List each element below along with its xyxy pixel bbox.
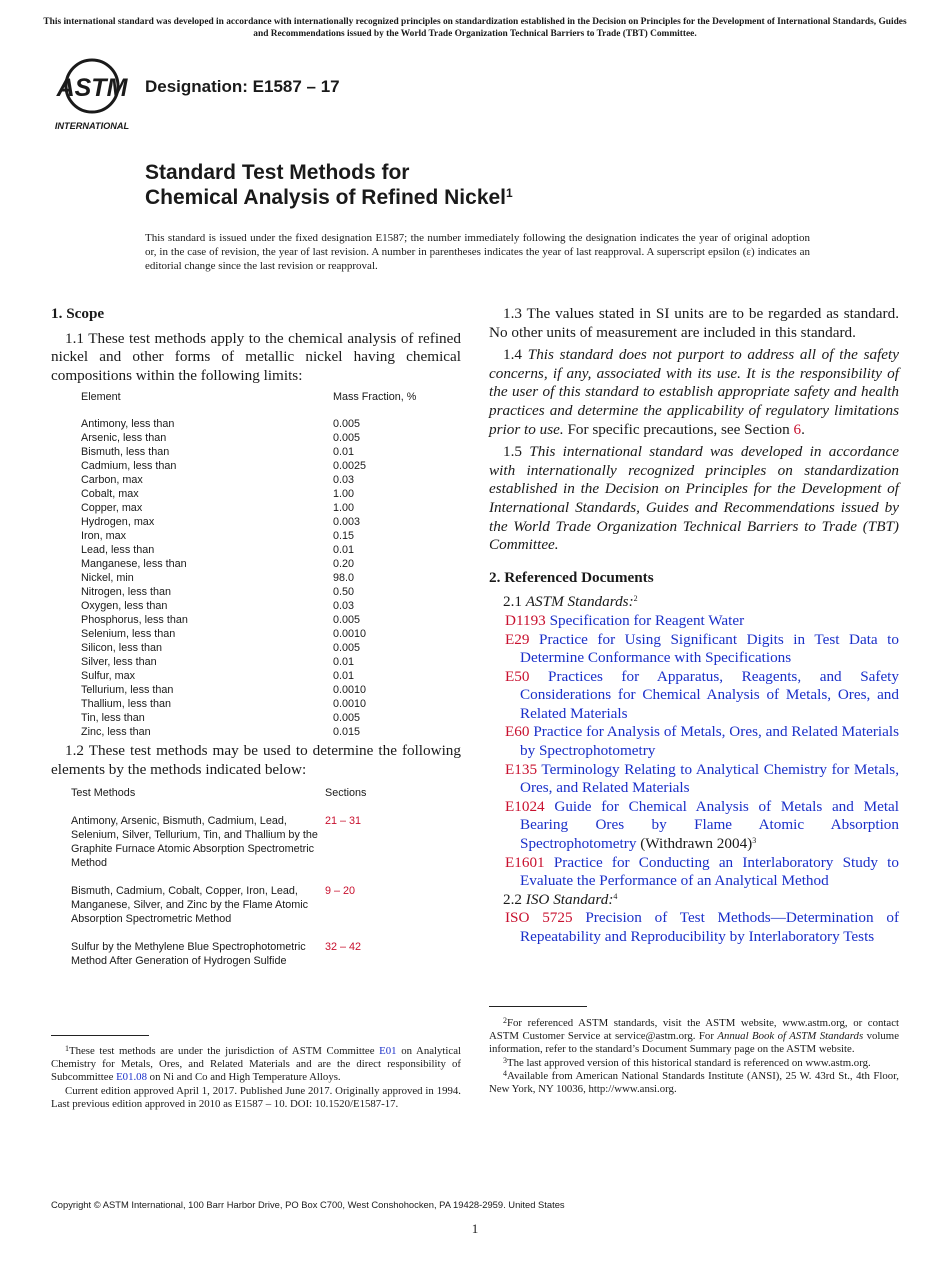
- methods-table: [71, 786, 461, 968]
- ref-e50[interactable]: E50 Practices for Apparatus, Reagents, and Safety Considerations for Chemical Analysis of Metals, Ores, and Related Materials: [505, 667, 899, 722]
- para-1-4: 1.4 This standard does not purport to address all of the safety concerns, if any, associated with its use. It is the responsibility of the user of this standard to establish appropriate safety and health practices and determine the applicability of regulatory limitations prior to use. For specific precautions, see Section 6.: [489, 346, 899, 438]
- astm-standards-subheading: 2.1 ASTM Standards:$^2$: [503, 593, 638, 611]
- footnote-1-edition: Current edition approved April 1, 2017. Published June 2017. Originally approved in 1994. Last previous edition approved in 2010 as E1587 – 10. DOI: 10.1520/E1587-17.: [51, 1084, 461, 1110]
- mass-fraction-value: 0.03: [333, 474, 355, 487]
- mass-fraction-value: 0.005: [333, 712, 361, 725]
- ref-e1601[interactable]: E1601 Practice for Conducting an Interlaboratory Study to Evaluate the Performance of an Analytical Method: [505, 853, 899, 890]
- element-name: Nickel, min: [81, 572, 134, 585]
- test-method: Sulfur by the Methylene Blue Spectrophotometric Method After Generation of Hydrogen Sulfide: [71, 940, 306, 967]
- ref-e135[interactable]: E135 Terminology Relating to Analytical Chemistry for Metals, Ores, and Related Materials: [505, 760, 899, 797]
- table-row: [81, 655, 461, 669]
- element-name: Tellurium, less than: [81, 684, 174, 697]
- mass-fraction-value: 1.00: [333, 502, 355, 515]
- footnote-rule-left: [51, 1035, 149, 1036]
- page-title: [145, 160, 513, 210]
- element-name: Bismuth, less than: [81, 446, 170, 459]
- para-1-1: 1.1 These test methods apply to the chemical analysis of refined nickel and other forms of metallic nickel having chemical compositions within the following limits:: [51, 329, 461, 384]
- table-row: [81, 515, 461, 529]
- element-name: Manganese, less than: [81, 558, 187, 571]
- table-row: [81, 711, 461, 725]
- ref-e1024[interactable]: E1024 Guide for Chemical Analysis of Metals and Metal Bearing Ores by Flame Atomic Absorption Spectrophotometry (Withdrawn 2004)$^3$: [505, 797, 900, 853]
- committee-e01-link[interactable]: E01: [379, 1045, 397, 1057]
- table-row: [81, 459, 461, 473]
- test-method: Antimony, Arsenic, Bismuth, Cadmium, Lead, Selenium, Silver, Tellurium, Tin, and Thallium by the Graphite Furnace Atomic Absorption Spectrometric Method: [71, 814, 318, 869]
- element-name: Thallium, less than: [81, 698, 172, 711]
- para-1-5: 1.5 This international standard was developed in accordance with internationally recognized principles on standardization established in the Decision on Principles for the Development of International Standards, Guides and Recommendations issued by the World Trade Organization Technical Barriers to Trade (TBT) Committee.: [489, 443, 900, 554]
- mass-fraction-value: 0.015: [333, 726, 361, 739]
- mass-fraction-value: 0.005: [333, 432, 361, 445]
- element-name: Oxygen, less than: [81, 600, 168, 613]
- ref-e60[interactable]: E60 Practice for Analysis of Metals, Ores, and Related Materials by Spectrophotometry: [505, 723, 900, 760]
- title-line-1: Standard Test Methods for: [145, 161, 410, 184]
- mass-fraction-value: 0.005: [333, 614, 361, 627]
- element-col-header: Element: [81, 391, 121, 404]
- mass-fraction-value: 0.005: [333, 418, 361, 431]
- mass-fraction-value: 0.20: [333, 558, 355, 571]
- table-row: [81, 529, 461, 543]
- ref-e29[interactable]: E29 Practice for Using Significant Digits in Test Data to Determine Conformance with Specifications: [505, 630, 899, 667]
- table-row: [81, 669, 461, 683]
- mass-fraction-value: 0.15: [333, 530, 355, 543]
- element-table: [81, 390, 461, 739]
- element-name: Silicon, less than: [81, 642, 163, 655]
- table-row: [81, 487, 461, 501]
- element-name: Hydrogen, max: [81, 516, 155, 529]
- table-row: [81, 417, 461, 431]
- footnotes-left: [51, 1045, 461, 1111]
- test-method: Bismuth, Cadmium, Cobalt, Copper, Iron, Lead, Manganese, Silver, and Zinc by the Flame Atomic Absorption Spectrometric Method: [71, 884, 309, 925]
- mass-fraction-value: 0.01: [333, 544, 355, 557]
- table-row: [81, 501, 461, 515]
- element-name: Arsenic, less than: [81, 432, 167, 445]
- element-name: Antimony, less than: [81, 418, 175, 431]
- footnote-2: $^2$For referenced ASTM standards, visit the ASTM website, www.astm.org, or contact ASTM Customer Service at service@astm.org. For Annual Book of ASTM Standards volume information, refer to the standard’s Document Summary page on the ASTM website.: [489, 1016, 899, 1056]
- table-row: [81, 543, 461, 557]
- mass-fraction-value: 98.0: [333, 572, 355, 585]
- table-row: [81, 445, 461, 459]
- table-row: [71, 940, 461, 968]
- table-row: [81, 725, 461, 739]
- subcommittee-e01-08-link[interactable]: E01.08: [116, 1071, 147, 1084]
- table-row: [81, 599, 461, 613]
- para-1-3: 1.3 The values stated in SI units are to be regarded as standard. No other units of measurement are included in this standard.: [489, 305, 899, 341]
- element-name: Silver, less than: [81, 656, 157, 669]
- element-name: Carbon, max: [81, 474, 143, 487]
- table-row: [81, 431, 461, 445]
- table-row: [81, 697, 461, 711]
- element-name: Tin, less than: [81, 712, 145, 725]
- mass-fraction-value: 0.01: [333, 656, 355, 669]
- element-name: Cobalt, max: [81, 488, 139, 501]
- test-methods-col-header: Test Methods: [71, 786, 136, 799]
- right-column: [489, 305, 899, 947]
- mass-fraction-col-header: Mass Fraction, %: [333, 391, 417, 404]
- element-name: Iron, max: [81, 530, 127, 543]
- svg-text:ASTM: ASTM: [56, 74, 128, 102]
- mass-fraction-value: 0.50: [333, 586, 355, 599]
- designation: Designation: E1587 – 17: [145, 77, 340, 96]
- section-6-link[interactable]: 6: [793, 420, 802, 438]
- element-name: Sulfur, max: [81, 670, 136, 683]
- copyright: Copyright © ASTM International, 100 Barr Harbor Drive, PO Box C700, West Conshohocken, PA 19428-2959. United States: [51, 1199, 565, 1210]
- mass-fraction-value: 0.03: [333, 600, 355, 613]
- iso-standard-subheading: 2.2 ISO Standard:$^4$: [503, 890, 618, 908]
- element-name: Selenium, less than: [81, 628, 176, 641]
- para-1-2: 1.2 These test methods may be used to determine the following elements by the methods indicated below:: [51, 742, 461, 778]
- element-name: Lead, less than: [81, 544, 155, 557]
- mass-fraction-value: 1.00: [333, 488, 355, 501]
- table-row: [81, 473, 461, 487]
- mass-fraction-value: 0.003: [333, 516, 361, 529]
- footnote-1: $^1$These test methods are under the jurisdiction of ASTM Committee E01 on Analytical Chemistry for Metals, Ores, and Related Materials and are the direct responsibility of Subcommittee E01.08 on Ni and Co and High Temperature Alloys.: [51, 1044, 462, 1084]
- ref-iso-5725[interactable]: ISO 5725 Precision of Test Methods—Determination of Repeatability and Reproducibility by Interlaboratory Tests: [505, 909, 900, 945]
- sections-link[interactable]: 9 – 20: [325, 884, 356, 897]
- footnote-rule-right: [489, 1006, 587, 1007]
- mass-fraction-value: 0.0010: [333, 684, 367, 697]
- table-row: [71, 814, 461, 870]
- mass-fraction-value: 0.01: [333, 670, 355, 683]
- element-name: Zinc, less than: [81, 726, 151, 739]
- table-row: [81, 557, 461, 571]
- sections-link[interactable]: 32 – 42: [325, 940, 362, 953]
- mass-fraction-value: 0.0010: [333, 628, 367, 641]
- referenced-documents-heading: 2. Referenced Documents: [489, 568, 654, 586]
- footnote-3: $^3$The last approved version of this historical standard is referenced on www.astm.org.: [503, 1055, 871, 1069]
- footnote-4: $^4$Available from American National Standards Institute (ANSI), 25 W. 43rd St., 4th Floor, New York, NY 10036, http://www.ansi.org.: [489, 1068, 899, 1096]
- header-note: This international standard was developed in accordance with internationally recognized principles on standardization established in the Decision on Principles for the Development of International Standards, Guides and Recommendations issued by the World Trade Organization Technical Barriers to Trade (TBT) Committee.: [43, 17, 907, 39]
- element-name: Phosphorus, less than: [81, 614, 188, 627]
- table-row: [81, 571, 461, 585]
- mass-fraction-value: 0.0025: [333, 460, 367, 473]
- table-row: [81, 627, 461, 641]
- table-row: [81, 613, 461, 627]
- sections-link[interactable]: 21 – 31: [325, 814, 362, 827]
- scope-heading: 1. Scope: [51, 305, 105, 322]
- astm-logo: [52, 56, 136, 132]
- element-name: Cadmium, less than: [81, 460, 177, 473]
- ref-d1193[interactable]: D1193 Specification for Reagent Water: [505, 611, 745, 629]
- table-row: [81, 683, 461, 697]
- table-row: [81, 641, 461, 655]
- sections-col-header: Sections: [325, 786, 367, 799]
- svg-text:INTERNATIONAL: INTERNATIONAL: [54, 121, 130, 131]
- mass-fraction-value: 0.005: [333, 642, 361, 655]
- issue-notice: This standard is issued under the fixed designation E1587; the number immediately following the designation indicates the year of original adoption or, in the case of revision, the year of last revision. A number in parentheses indicates the year of last reapproval. A superscript epsilon (ε) indicates an editorial change since the last revision or reapproval.: [145, 232, 810, 272]
- page-number: 1: [471, 1221, 479, 1236]
- element-name: Nitrogen, less than: [81, 586, 172, 599]
- mass-fraction-value: 0.0010: [333, 698, 367, 711]
- mass-fraction-value: 0.01: [333, 446, 355, 459]
- element-name: Copper, max: [81, 502, 143, 515]
- footnotes-right: [489, 1017, 899, 1096]
- title-line-2: Chemical Analysis of Refined Nickel$^1$: [145, 186, 513, 209]
- table-row: [81, 585, 461, 599]
- left-column: [51, 305, 461, 982]
- table-row: [71, 884, 461, 926]
